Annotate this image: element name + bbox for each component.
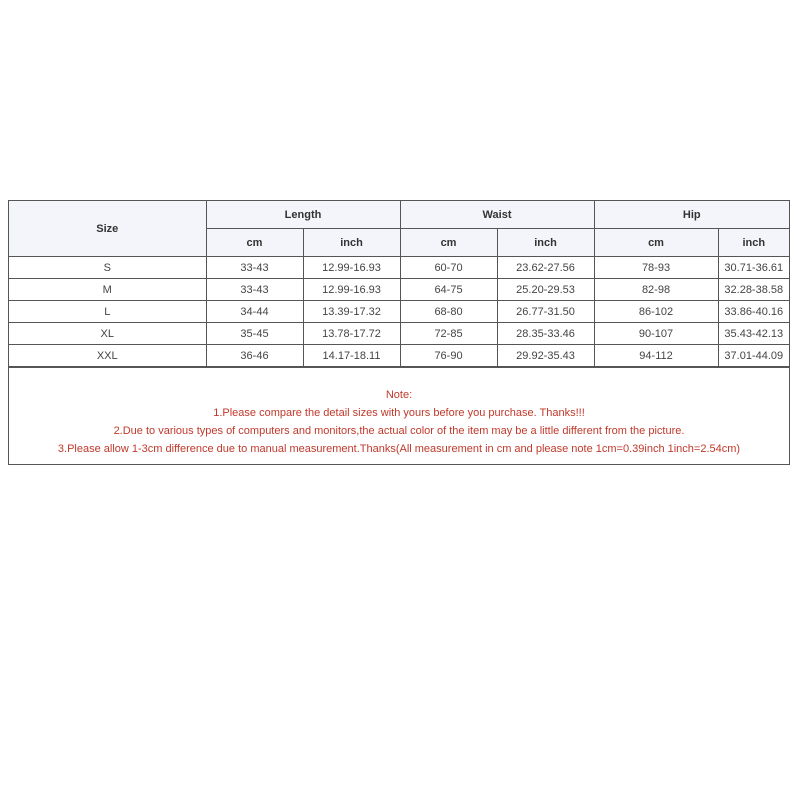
waist-cm-cell: 60-70 — [400, 257, 497, 279]
size-cell: XXL — [9, 345, 206, 367]
hip-cm-cell: 86-102 — [594, 301, 718, 323]
size-cell: M — [9, 279, 206, 301]
notes-section — [9, 367, 789, 464]
length-cm-cell: 36-46 — [206, 345, 303, 367]
table-row — [9, 323, 789, 345]
hip-cm-cell: 90-107 — [594, 323, 718, 345]
length-inch-cell: 12.99-16.93 — [303, 257, 400, 279]
hip-inch-cell: 30.71-36.61 — [718, 257, 789, 279]
waist-inch-cell: 28.35-33.46 — [497, 323, 594, 345]
note-line-2: 2.Due to various types of computers and monitors,the actual color of the item may be a little different from the picture. — [113, 425, 685, 437]
table-row — [9, 345, 789, 367]
note-line-3: 3.Please allow 1-3cm difference due to manual measurement.Thanks(All measurement in cm and please note 1cm=0.39inch 1inch=2.54cm) — [57, 443, 741, 455]
table-row — [9, 257, 789, 279]
hip-inch-cell: 33.86-40.16 — [718, 301, 789, 323]
size-cell: S — [9, 257, 206, 279]
table-body — [9, 257, 789, 367]
waist-group-header: Waist — [400, 201, 594, 229]
hip-inch-cell: 32.28-38.58 — [718, 279, 789, 301]
length-inch-header: inch — [303, 229, 400, 257]
size-table — [9, 201, 789, 367]
table-header — [9, 201, 789, 257]
length-cm-header: cm — [206, 229, 303, 257]
size-column-header: Size — [9, 201, 206, 257]
waist-cm-cell: 68-80 — [400, 301, 497, 323]
length-inch-cell: 13.78-17.72 — [303, 323, 400, 345]
hip-inch-header: inch — [718, 229, 789, 257]
hip-cm-header: cm — [594, 229, 718, 257]
length-inch-cell: 12.99-16.93 — [303, 279, 400, 301]
waist-cm-cell: 76-90 — [400, 345, 497, 367]
length-cm-cell: 33-43 — [206, 279, 303, 301]
size-cell: L — [9, 301, 206, 323]
length-inch-cell: 13.39-17.32 — [303, 301, 400, 323]
size-cell: XL — [9, 323, 206, 345]
hip-group-header: Hip — [594, 201, 789, 229]
length-cm-cell: 35-45 — [206, 323, 303, 345]
waist-inch-header: inch — [497, 229, 594, 257]
hip-cm-cell: 94-112 — [594, 345, 718, 367]
length-cm-cell: 34-44 — [206, 301, 303, 323]
size-chart — [8, 200, 790, 465]
length-cm-cell: 33-43 — [206, 257, 303, 279]
length-inch-cell: 14.17-18.11 — [303, 345, 400, 367]
waist-inch-cell: 26.77-31.50 — [497, 301, 594, 323]
waist-inch-cell: 25.20-29.53 — [497, 279, 594, 301]
hip-cm-cell: 82-98 — [594, 279, 718, 301]
waist-cm-cell: 72-85 — [400, 323, 497, 345]
note-title: Note: — [385, 389, 413, 401]
hip-cm-cell: 78-93 — [594, 257, 718, 279]
hip-inch-cell: 37.01-44.09 — [718, 345, 789, 367]
waist-cm-header: cm — [400, 229, 497, 257]
note-line-1: 1.Please compare the detail sizes with yours before you purchase. Thanks!!! — [213, 407, 585, 419]
waist-cm-cell: 64-75 — [400, 279, 497, 301]
waist-inch-cell: 29.92-35.43 — [497, 345, 594, 367]
length-group-header: Length — [206, 201, 400, 229]
hip-inch-cell: 35.43-42.13 — [718, 323, 789, 345]
table-row — [9, 301, 789, 323]
header-row-groups — [9, 201, 789, 229]
table-row — [9, 279, 789, 301]
waist-inch-cell: 23.62-27.56 — [497, 257, 594, 279]
